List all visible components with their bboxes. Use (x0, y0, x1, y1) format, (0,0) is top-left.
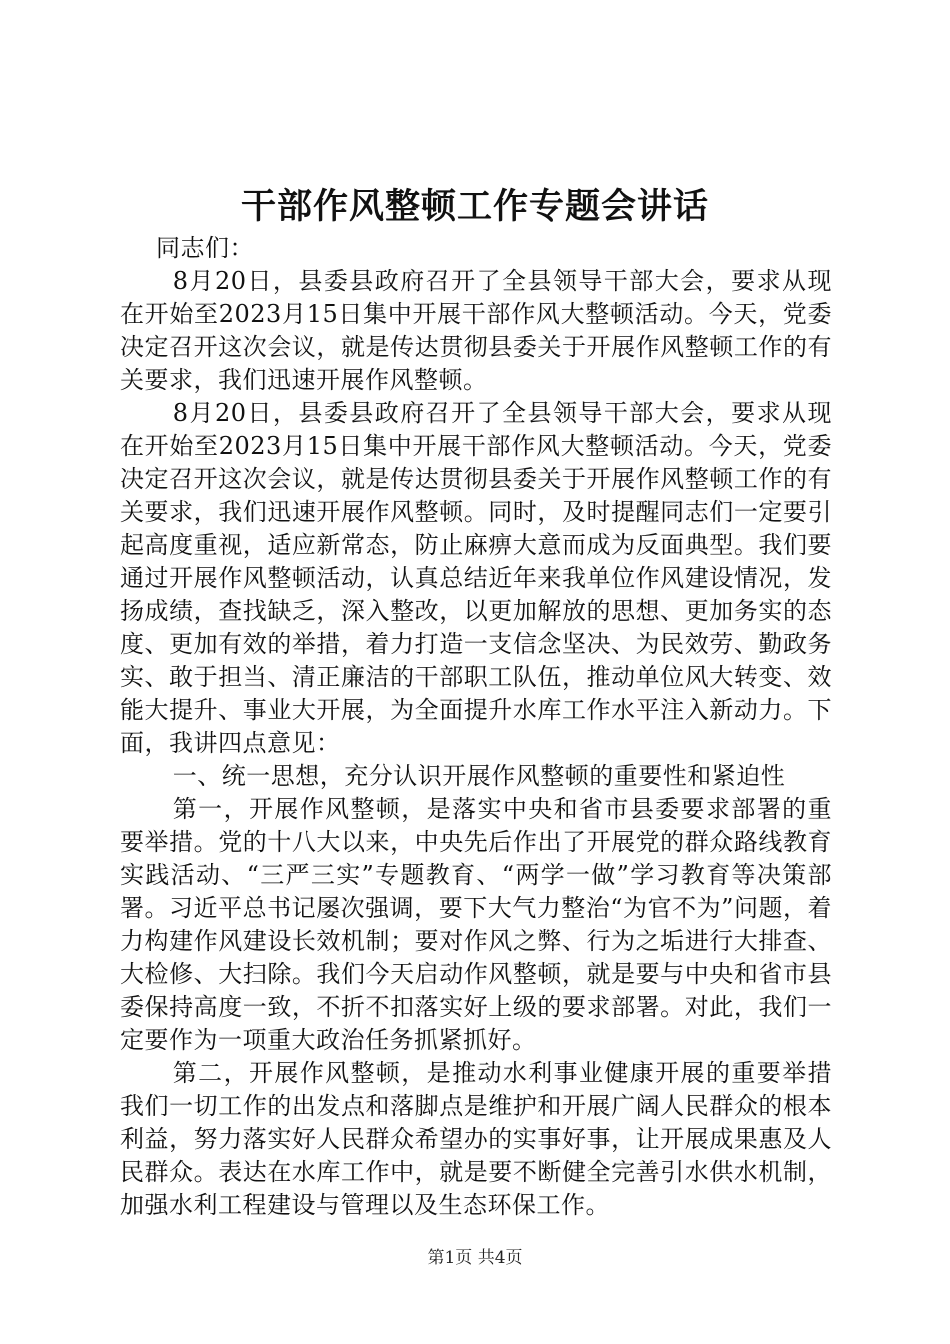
document-body (120, 232, 832, 1222)
section-heading-1: 一、统一思想，充分认识开展作风整顿的重要性和紧迫性 (172, 762, 786, 790)
paragraph-1: 8月20日，县委县政府召开了全县领导干部大会，要求从现在开始至2023月15日集中开展干部作风大整顿活动。今天，党委决定召开这次会议，就是传达贯彻县委关于开展作风整顿工作的有关要求，我们迅速开展作风整顿。 (120, 267, 832, 394)
paragraph-4: 第二，开展作风整顿，是推动水利事业健康开展的重要举措我们一切工作的出发点和落脚点是维护和开展广阔人民群众的根本利益，努力落实好人民群众希望办的实事好事，让开展成果惠及人民群众。表达在水库工作中，就是要不断健全完善引水供水机制，加强水利工程建设与管理以及生态环保工作。 (120, 1059, 832, 1219)
page-footer: 第1页 共4页 (427, 1248, 523, 1268)
greeting: 同志们： (156, 234, 254, 262)
paragraph-3: 第一，开展作风整顿，是落实中央和省市县委要求部署的重要举措。党的十八大以来，中央先后作出了开展党的群众路线教育实践活动、“三严三实”专题教育、“两学一做”学习教育等决策部署。习近平总书记屡次强调，要下大气力整治“为官不为”问题，着力构建作风建设长效机制；要对作风之弊、行为之垢进行大排查、大检修、大扫除。我们今天启动作风整顿，就是要与中央和省市县委保持高度一致，不折不扣落实好上级的要求部署。对此，我们一定要作为一项重大政治任务抓紧抓好。 (120, 795, 832, 1054)
paragraph-2: 8月20日，县委县政府召开了全县领导干部大会，要求从现在开始至2023月15日集中开展干部作风大整顿活动。今天，党委决定召开这次会议，就是传达贯彻县委关于开展作风整顿工作的有关要求，我们迅速开展作风整顿。同时，及时提醒同志们一定要引起高度重视，适应新常态，防止麻痹大意而成为反面典型。我们要通过开展作风整顿活动，认真总结近年来我单位作风建设情况，发扬成绩，查找缺乏，深入整改，以更加解放的思想、更加务实的态度、更加有效的举措，着力打造一支信念坚决、为民效劳、勤政务实、敢于担当、清正廉洁的干部职工队伍，推动单位风大转变、效能大提升、事业大开展，为全面提升水库工作水平注入新动力。下面，我讲四点意见： (120, 399, 832, 757)
document-title: 干部作风整顿工作专题会讲话 (240, 186, 709, 227)
